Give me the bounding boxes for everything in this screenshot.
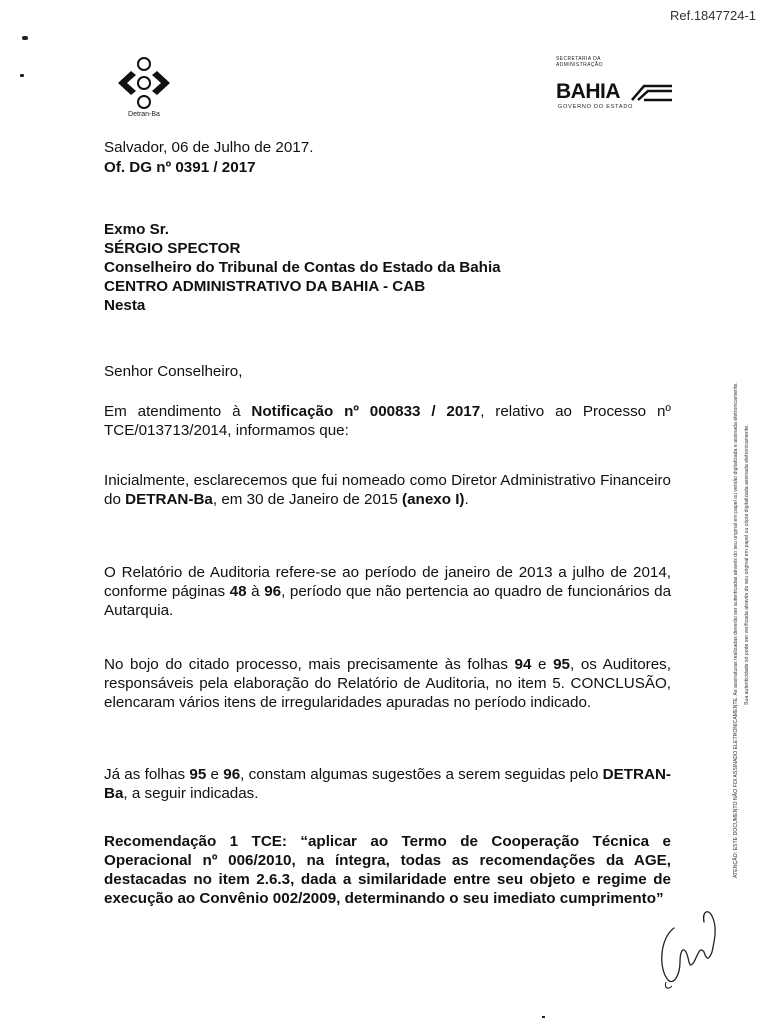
bahia-wordmark: BAHIA — [556, 80, 620, 103]
scan-speck — [20, 74, 24, 77]
scan-speck — [542, 1016, 545, 1018]
document-reference: Ref.1847724-1 — [669, 8, 756, 23]
salutation: Senhor Conselheiro, — [104, 363, 243, 380]
place-date: Salvador, 06 de Julho de 2017. — [104, 139, 314, 156]
recipient-locality: Nesta — [104, 297, 146, 314]
scan-speck — [22, 36, 28, 40]
paragraph-appointment: Inicialmente, esclarecemos que fui nomeado como Diretor Administrativo Financeiro do DETRAN-Ba, em 30 de Janeiro de 2015 (anexo I). — [104, 472, 671, 508]
side-notice-line-2: Sua autenticidade só pode ser verificada através do seu original em papel ou cópia digitalizada assinada eletronicamente. — [744, 424, 750, 705]
paragraph-suggestions: Já as folhas 95 e 96, constam algumas sugestões a serem seguidas pelo DETRAN-Ba, a seguir indicadas. — [104, 766, 671, 802]
secretaria-line-1: SECRETARIA DA — [556, 56, 601, 62]
logo-caption: Detran-Ba — [128, 111, 160, 118]
paragraph-notification: Em atendimento à Notificação nº 000833 / 2017, relativo ao Processo nº TCE/013713/2014, informamos que: — [104, 403, 671, 439]
recommendation-1: Recomendação 1 TCE: “aplicar ao Termo de Cooperação Técnica e Operacional nº 006/2010, na íntegra, todas as recomendações da AGE, destacadas no item 2.6.3, dada a similaridade entre seu objeto e regime de execução ao Convênio 002/2009, determinando o seu imediato cumprimento” — [104, 833, 671, 907]
bahia-stripes-icon — [630, 83, 674, 103]
detran-logo — [112, 55, 176, 121]
governo-tagline: GOVERNO DO ESTADO — [558, 104, 634, 110]
handwritten-initials-icon — [652, 906, 724, 992]
paragraph-conclusion: No bojo do citado processo, mais precisamente às folhas 94 e 95, os Auditores, responsáveis pela elaboração do Relatório de Auditoria, no item 5. CONCLUSÃO, elencaram vários itens de irregularidades apuradas no período indicado. — [104, 656, 671, 711]
secretaria-line-2: ADMINISTRAÇÃO — [556, 62, 603, 68]
recipient-title: Exmo Sr. — [104, 221, 169, 238]
recipient-address: CENTRO ADMINISTRATIVO DA BAHIA - CAB — [104, 278, 426, 295]
office-number: Of. DG nº 0391 / 2017 — [104, 159, 256, 176]
recipient-name: SÉRGIO SPECTOR — [104, 240, 241, 257]
detran-logo-icon — [112, 55, 176, 111]
recipient-role: Conselheiro do Tribunal de Contas do Estado da Bahia — [104, 259, 501, 276]
paragraph-audit-period: O Relatório de Auditoria refere-se ao período de janeiro de 2013 a julho de 2014, conforme páginas 48 à 96, período que não pertencia ao quadro de funcionários da Autarquia. — [104, 564, 672, 619]
bahia-logo — [556, 56, 676, 116]
side-notice-line-1: ATENÇÃO: ESTE DOCUMENTO NÃO FOI ASSINADO ELETRONICAMENTE. As assinaturas realizadas deverão ser autenticadas através do seu original em papel ou versão digitalizada e assinada eletronicamente. — [733, 382, 739, 878]
